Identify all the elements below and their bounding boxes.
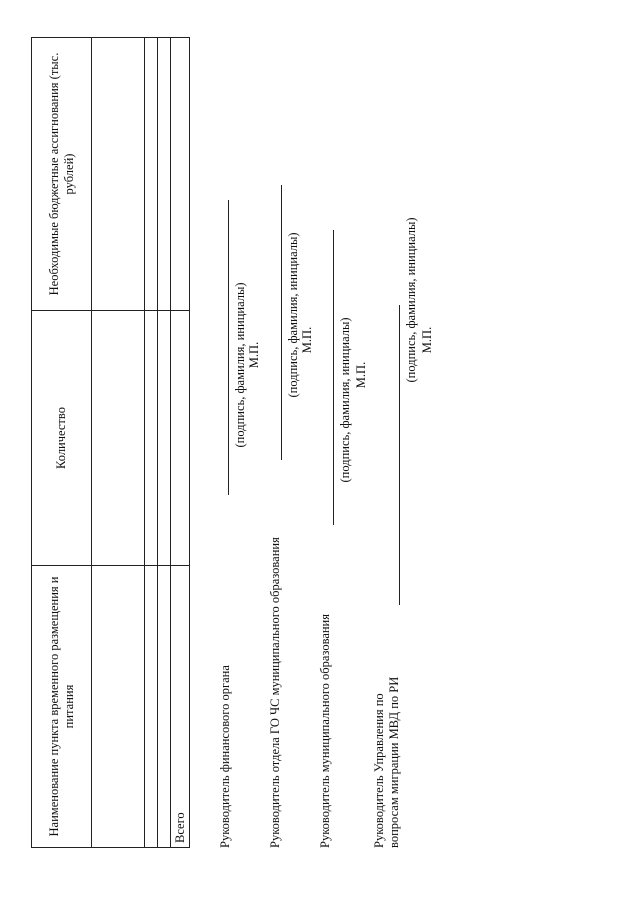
table-cell — [171, 38, 190, 311]
total-label: Всего — [171, 566, 190, 848]
signature-role-migration-line1: Руководитель Управления по — [372, 693, 386, 848]
table-cell — [92, 38, 145, 311]
stamp-mark-migration: М.П. — [420, 326, 434, 354]
table-cell — [171, 311, 190, 566]
signature-caption-migration: (подпись, фамилия, инициалы) — [404, 217, 418, 383]
header-budget: Необходимые бюджетные ассигнования (тыс. рублей) — [32, 38, 92, 311]
table-cell — [145, 311, 158, 566]
allocation-table — [31, 37, 190, 848]
stamp-mark-civil-defense: М.П. — [300, 326, 314, 354]
signature-caption-finance: (подпись, фамилия, инициалы) — [233, 282, 247, 448]
header-quantity: Количество — [32, 311, 92, 566]
table-row-empty-1 — [92, 38, 145, 848]
signature-line-finance — [228, 200, 229, 495]
table-cell — [158, 38, 171, 311]
table-cell — [145, 38, 158, 311]
signature-caption-civil-defense: (подпись, фамилия, инициалы) — [286, 232, 300, 398]
signature-line-migration — [399, 305, 400, 605]
signature-caption-municipality: (подпись, фамилия, инициалы) — [338, 317, 352, 483]
signature-line-municipality — [333, 230, 334, 525]
header-facility-name: Наименование пункта временного размещения и питания — [32, 566, 92, 848]
table-cell — [158, 311, 171, 566]
stamp-mark-finance: М.П. — [247, 341, 261, 369]
table-header-row — [32, 38, 92, 848]
table-cell — [158, 566, 171, 848]
signature-role-finance: Руководитель финансового органа — [218, 665, 232, 848]
signature-role-municipality: Руководитель муниципального образования — [318, 614, 332, 848]
table-cell — [92, 311, 145, 566]
table-cell — [145, 566, 158, 848]
table-row-total — [171, 38, 190, 848]
table-row-empty-3 — [158, 38, 171, 848]
signature-role-migration-line2: вопросам миграции МВД по РИ — [387, 676, 401, 848]
signature-line-civil-defense — [281, 185, 282, 460]
table-row-empty-2 — [145, 38, 158, 848]
signature-role-civil-defense: Руководитель отдела ГО ЧС муниципального образования — [268, 537, 282, 848]
table-cell — [92, 566, 145, 848]
stamp-mark-municipality: М.П. — [354, 361, 368, 389]
